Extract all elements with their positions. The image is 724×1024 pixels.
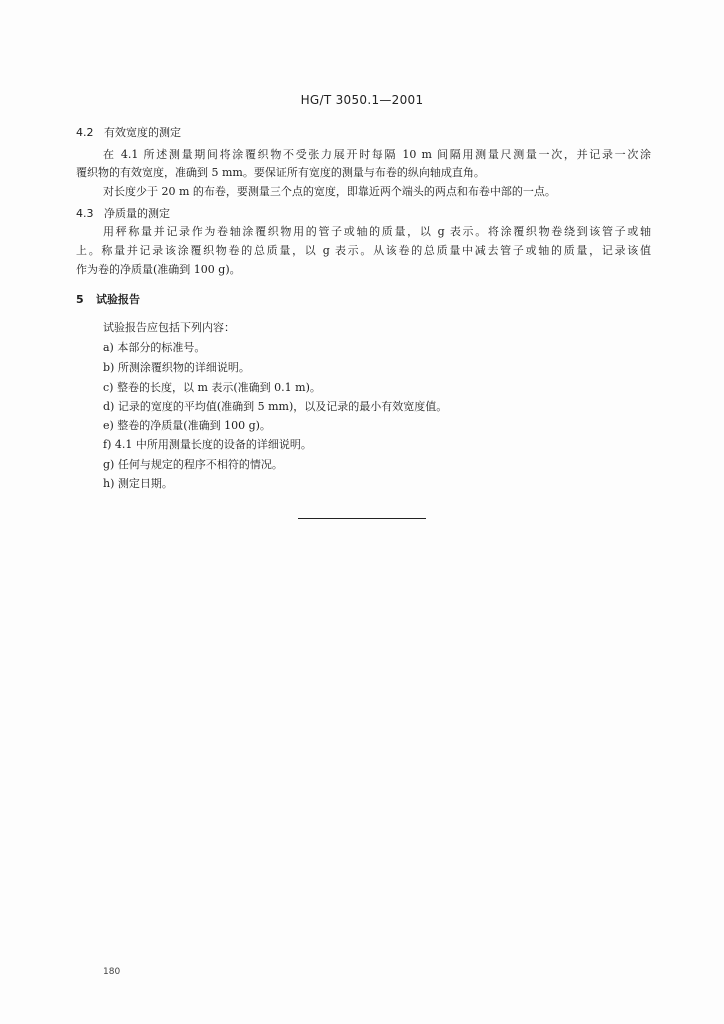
- section-5-heading: [76, 293, 140, 307]
- section-4-3-paragraph-line-3: 作为卷的净质量(准确到 100 g)。: [76, 263, 241, 276]
- section-4-2-paragraph-1-line-2: 覆织物的有效宽度，准确到 5 mm。要保证所有宽度的测量与布卷的纵向轴成直角。: [76, 166, 485, 179]
- section-4-3-title: 净质量的测定: [104, 207, 170, 220]
- standard-code-header: HG/T 3050.1—2001: [300, 93, 424, 107]
- section-4-3-heading: [76, 207, 170, 221]
- section-4-2-paragraph-2: 对长度少于 20 m 的布卷，要测量三个点的宽度，即靠近两个端头的两点和布卷中部的一点。: [103, 185, 556, 198]
- section-4-3-paragraph-line-1: 用秤称量并记录作为卷轴涂覆织物用的管子或轴的质量，以 g 表示。将涂覆织物卷绕到该管子或轴: [103, 225, 651, 238]
- report-item-e: e) 整卷的净质量(准确到 100 g)。: [103, 419, 271, 432]
- section-5-title: 试验报告: [96, 293, 140, 306]
- report-item-d: d) 记录的宽度的平均值(准确到 5 mm)，以及记录的最小有效宽度值。: [103, 400, 448, 413]
- section-4-2-number: 4.2: [76, 126, 94, 139]
- section-5-number: 5: [76, 293, 84, 306]
- report-item-c: c) 整卷的长度，以 m 表示(准确到 0.1 m)。: [103, 381, 321, 394]
- report-item-h: h) 测定日期。: [103, 477, 173, 490]
- report-item-f: f) 4.1 中所用测量长度的设备的详细说明。: [103, 438, 312, 451]
- report-item-a: a) 本部分的标准号。: [103, 341, 206, 354]
- report-item-g: g) 任何与规定的程序不相符的情况。: [103, 458, 283, 471]
- section-4-2-paragraph-1-line-1: 在 4.1 所述测量期间将涂覆织物不受张力展开时每隔 10 m 间隔用测量尺测量一次，并记录一次涂: [103, 148, 651, 161]
- section-4-2-heading: [76, 126, 181, 140]
- section-5-intro: 试验报告应包括下列内容：: [103, 321, 235, 334]
- section-4-3-paragraph-line-2: 上。称量并记录该涂覆织物卷的总质量，以 g 表示。从该卷的总质量中减去管子或轴的质量，记录该值: [76, 244, 651, 257]
- section-4-2-title: 有效宽度的测定: [104, 126, 181, 139]
- end-of-document-rule: [298, 518, 426, 519]
- report-item-b: b) 所测涂覆织物的详细说明。: [103, 361, 250, 374]
- page-number: 180: [103, 967, 121, 977]
- section-4-3-number: 4.3: [76, 207, 94, 220]
